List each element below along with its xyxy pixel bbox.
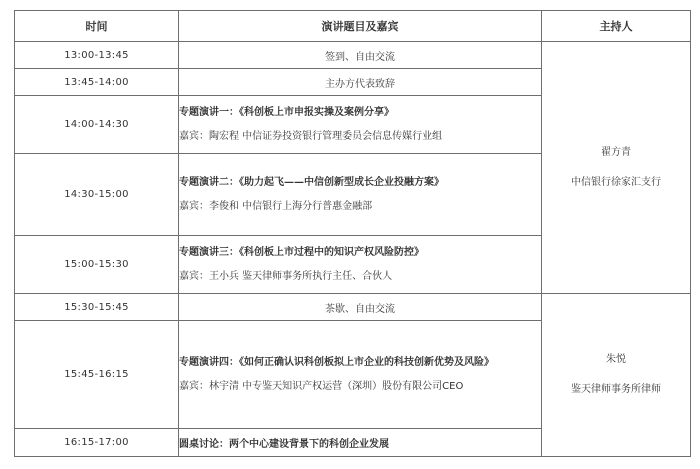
header-topic: 演讲题目及嘉宾 — [179, 11, 542, 42]
header-row — [15, 11, 691, 42]
talk-title: 专题演讲三：《科创板上市过程中的知识产权风险防控》 — [179, 246, 424, 258]
agenda-table — [14, 10, 691, 457]
header-time: 时间 — [15, 11, 179, 42]
time-cell: 16:15-17:00 — [15, 429, 179, 457]
host-cell-1 — [542, 42, 691, 294]
topic-cell — [179, 321, 542, 429]
host-org: 鉴天律师事务所律师 — [571, 384, 661, 395]
host-name: 翟方青 — [601, 146, 631, 158]
time-cell: 13:00-13:45 — [15, 42, 179, 69]
time-cell: 14:30-15:00 — [15, 154, 179, 236]
topic-cell — [179, 236, 542, 294]
time-cell: 15:00-15:30 — [15, 236, 179, 294]
talk-title: 专题演讲一：《科创板上市申报实操及案例分享》 — [179, 106, 394, 118]
topic-cell — [179, 154, 542, 236]
time-cell: 14:00-14:30 — [15, 96, 179, 154]
talk-title: 专题演讲四：《如何正确认识科创板拟上市企业的科技创新优势及风险》 — [179, 356, 494, 368]
host-org: 中信银行徐家汇支行 — [571, 176, 661, 188]
talk-speaker: 嘉宾：王小兵 鉴天律师事务所执行主任、合伙人 — [179, 270, 393, 282]
topic-cell — [179, 96, 542, 154]
host-name: 朱悦 — [606, 354, 626, 365]
header-host: 主持人 — [542, 11, 691, 42]
talk-speaker: 嘉宾：陶宏程 中信证券投资银行管理委员会信息传媒行业组 — [179, 130, 443, 142]
topic-cell: 主办方代表致辞 — [179, 69, 542, 96]
agenda-row — [15, 294, 691, 321]
talk-speaker: 嘉宾：李俊和 中信银行上海分行普惠金融部 — [179, 200, 373, 212]
topic-cell: 签到、自由交流 — [179, 42, 542, 69]
topic-cell: 圆桌讨论：两个中心建设背景下的科创企业发展 — [179, 429, 542, 457]
topic-cell: 茶歇、自由交流 — [179, 294, 542, 321]
talk-speaker: 嘉宾：林宇清 中专鉴天知识产权运营（深圳）股份有限公司CEO — [179, 380, 464, 392]
host-cell-2 — [542, 294, 691, 457]
time-cell: 15:45-16:15 — [15, 321, 179, 429]
talk-title: 专题演讲二：《助力起飞——中信创新型成长企业投融方案》 — [179, 176, 444, 188]
time-cell: 15:30-15:45 — [15, 294, 179, 321]
time-cell: 13:45-14:00 — [15, 69, 179, 96]
agenda-row — [15, 42, 691, 69]
